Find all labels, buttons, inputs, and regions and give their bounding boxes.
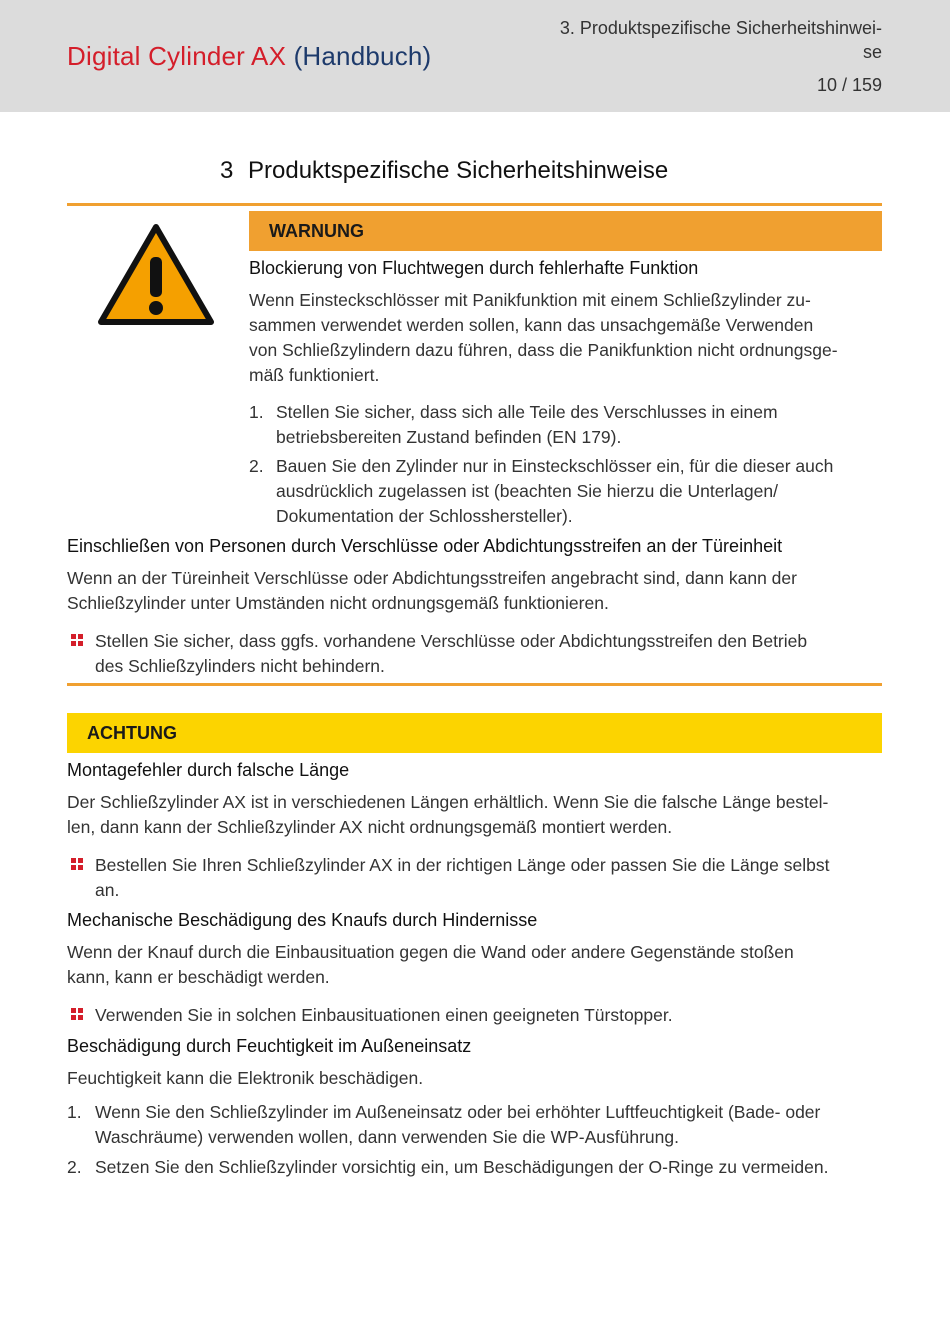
text-line: len, dann kann der Schließzylinder AX nicht ordnungsgemäß montiert werden. (67, 817, 673, 837)
text-line: betriebsbereiten Zustand befinden (EN 179). (276, 427, 622, 447)
step-text: Setzen Sie den Schließzylinder vorsichtig ein, um Beschädigungen der O-Ringe zu vermeiden. (95, 1157, 829, 1177)
hazard-title: Einschließen von Personen durch Verschlüsse oder Abdichtungsstreifen an der Türeinheit (67, 536, 783, 556)
step-number: 2. (67, 1157, 82, 1177)
hazard-title: Mechanische Beschädigung des Knaufs durch Hindernisse (67, 910, 538, 930)
text-line: von Schließzylindern dazu führen, dass die Panikfunktion nicht ordnungsge- (249, 340, 838, 360)
warning-banner (249, 211, 882, 251)
text-line: Wenn der Knauf durch die Einbausituation gegen die Wand oder andere Gegenstände stoßen (67, 942, 794, 962)
red-bullet-icon (71, 858, 83, 870)
brand-product-name: Digital Cylinder AX (67, 41, 287, 71)
hazard-description (67, 566, 797, 616)
hazard-title: Beschädigung durch Feuchtigkeit im Außeneinsatz (67, 1036, 472, 1056)
step-text (276, 400, 778, 450)
text-line: ausdrücklich zugelassen ist (beachten Sie hierzu die Unterlagen/ (276, 481, 778, 501)
text-line: kann, kann er beschädigt werden. (67, 967, 330, 987)
warning-bottom-rule (67, 683, 882, 686)
section-number: 3 (220, 157, 234, 184)
bullet-text (95, 853, 829, 903)
step-text (276, 454, 833, 529)
text-line: Stellen Sie sicher, dass sich alle Teile des Verschlusses in einem (276, 402, 778, 422)
text-line: Der Schließzylinder AX ist in verschiedenen Längen erhältlich. Wenn Sie die falsche Länge bestel- (67, 792, 829, 812)
page-header (0, 0, 950, 112)
warning-label: WARNUNG (269, 220, 364, 241)
text-line: sammen verwendet werden sollen, kann das unsachgemäße Verwenden (249, 315, 814, 335)
warning-triangle-icon (97, 223, 215, 327)
text-line: Dokumentation der Schlosshersteller). (276, 506, 573, 526)
step-number: 1. (67, 1102, 82, 1122)
chapter-ref-line: 3. Produktspezifische Sicherheitshinwei- (559, 18, 882, 38)
section-heading (220, 156, 668, 186)
hazard-title: Blockierung von Fluchtwegen durch fehlerhafte Funktion (249, 258, 699, 278)
step-text (95, 1100, 820, 1150)
text-line: des Schließzylinders nicht behindern. (95, 656, 385, 676)
text-line: Waschräume) verwenden wollen, dann verwenden Sie die WP-Ausführung. (95, 1127, 679, 1147)
bullet-text: Verwenden Sie in solchen Einbausituationen einen geeigneten Türstopper. (95, 1005, 673, 1025)
document-brand (67, 40, 431, 72)
hazard-description (249, 288, 838, 388)
text-line: Wenn Einsteckschlösser mit Panikfunktion mit einem Schließzylinder zu- (249, 290, 811, 310)
text-line: Wenn Sie den Schließzylinder im Außeneinsatz oder bei erhöhter Luftfeuchtigkeit (Bade- oder (95, 1102, 821, 1122)
text-line: an. (95, 880, 120, 900)
hazard-description (67, 790, 828, 840)
red-bullet-icon (71, 1008, 83, 1020)
text-line: Stellen Sie sicher, dass ggfs. vorhandene Verschlüsse oder Abdichtungsstreifen den Betrieb (95, 631, 808, 651)
caution-label: ACHTUNG (87, 722, 177, 743)
step-number: 2. (249, 456, 264, 476)
hazard-title: Montagefehler durch falsche Länge (67, 760, 350, 780)
text-line: Wenn an der Türeinheit Verschlüsse oder Abdichtungsstreifen angebracht sind, dann kann der (67, 568, 797, 588)
text-line: mäß funktioniert. (249, 365, 380, 385)
text-line: Bestellen Sie Ihren Schließzylinder AX in der richtigen Länge oder passen Sie die Länge selbst (95, 855, 830, 875)
text-line: Schließzylinder unter Umständen nicht ordnungsgemäß funktionieren. (67, 593, 609, 613)
text-line: Bauen Sie den Zylinder nur in Einsteckschlösser ein, für die dieser auch (276, 456, 834, 476)
step-number: 1. (249, 402, 264, 422)
chapter-ref-line: se (862, 42, 882, 62)
caution-banner (67, 713, 882, 753)
bullet-text (95, 629, 807, 679)
hazard-description: Feuchtigkeit kann die Elektronik beschädigen. (67, 1068, 424, 1088)
section-title: Produktspezifische Sicherheitshinweise (248, 157, 669, 184)
brand-doc-type: (Handbuch) (293, 41, 432, 71)
red-bullet-icon (71, 634, 83, 646)
page-number: 10 / 159 (816, 75, 882, 95)
running-chapter-title (522, 16, 882, 64)
hazard-description (67, 940, 794, 990)
warning-top-rule (67, 203, 882, 206)
